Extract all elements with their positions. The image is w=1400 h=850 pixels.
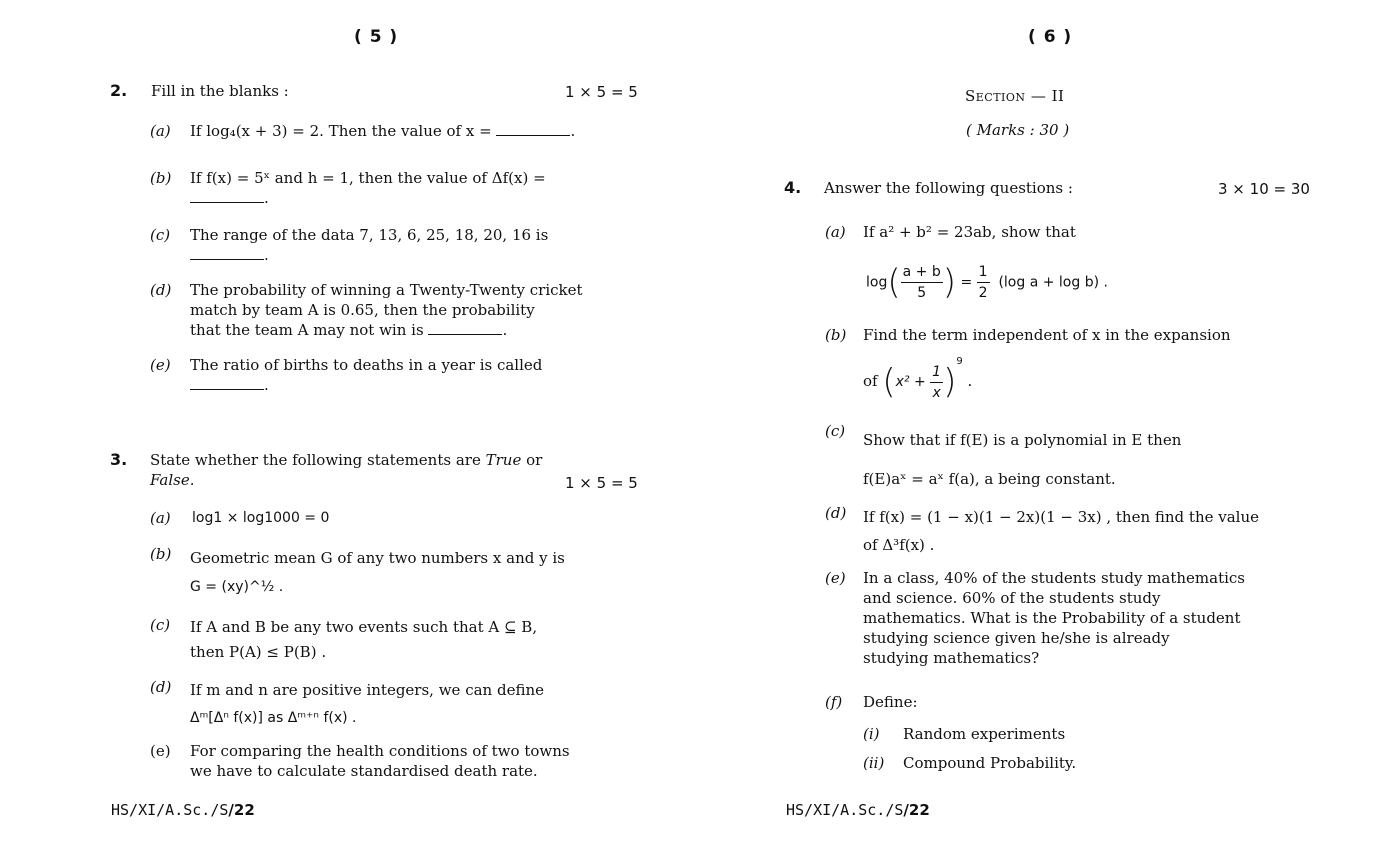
left-page: ( 5 ) 2. Fill in the blanks : 1 × 5 = 5 (a) If log₄(x + 3) = 2. Then the value of x = . (b) If f(x) = 5ˣ and h = 1, then the value of Δf(x) = . (c) The range of the data 7, 13, 6, 25, 18, 20, 16 is . (d) The probability of winning a Twenty-Twenty cricket match by team A is 0.65, then the probability that the team A may not win is . (e) The ratio of births to deaths in a year is called . 3. State whether the following statements are True or False. 1 × 5 = 5 (a) log1 × log1000 = 0 (b) Geometric mean G of any two numbers x and y is G = (xy)^½ . (c) If A and B be any two events such that A ⊆ B, then P(A) ≤ P(B) . (d) If m and n are positive integers, we can define Δᵐ[Δⁿ f(x)] as Δᵐ⁺ⁿ f(x) . (e) For comparing the health conditions of two towns we have to calculate standardised death rate. HS/XI/A.Sc./S/22: [110, 27, 638, 819]
item-text-line: that the team A may not win is: [190, 321, 429, 339]
answer-blank: [428, 320, 502, 335]
item-text: The ratio of births to deaths in a year is called: [190, 356, 543, 374]
item-text-line: we have to calculate standardised death rate.: [190, 762, 538, 780]
item-text-line: For comparing the health conditions of two towns: [190, 742, 570, 760]
item-text-line: Δᵐ[Δⁿ f(x)] as Δᵐ⁺ⁿ f(x) .: [190, 710, 357, 726]
item-label: (e): [150, 356, 171, 374]
item-text-line: The probability of winning a Twenty-Twenty cricket: [190, 281, 583, 299]
item-text: If log₄(x + 3) = 2. Then the value of x =: [190, 122, 497, 140]
question-prompt: Fill in the blanks :: [151, 82, 289, 100]
item-label: (c): [825, 422, 846, 440]
page-footer: HS/XI/A.Sc./S/22: [111, 801, 255, 819]
item-text-line: mathematics. What is the Probability of a student: [863, 609, 1241, 627]
item-text-line: If A and B be any two events such that A ⊆ B,: [190, 618, 538, 636]
item-label: (b): [825, 326, 847, 344]
item-text-line: If m and n are positive integers, we can define: [190, 681, 544, 699]
item-label: (a): [150, 122, 171, 140]
question-number: 3.: [110, 450, 128, 469]
sub-item-label: (ii): [863, 754, 885, 772]
marks-allocation: 1 × 5 = 5: [565, 474, 638, 492]
equation: of (x² + $\frac{1}{x}$ )$^9$ .: [863, 356, 973, 402]
item-text-line: Geometric mean G of any two numbers x and y is: [190, 549, 565, 567]
sub-item-text: Random experiments: [903, 725, 1066, 743]
section-title: Section — II: [965, 87, 1065, 105]
marks-allocation: 1 × 5 = 5: [565, 83, 638, 101]
item-text: The range of the data 7, 13, 6, 25, 18, 20, 16 is: [190, 226, 549, 244]
item-text-line: studying science given he/she is already: [863, 629, 1170, 647]
right-page: [700, 0, 1400, 850]
question-prompt: State whether the following statements are True or False.: [150, 451, 543, 489]
page-footer: HS/XI/A.Sc./S/22: [786, 801, 930, 819]
sub-item-text: Compound Probability.: [903, 754, 1077, 772]
item-label: (b): [150, 169, 172, 187]
item-text: Find the term independent of x in the expansion: [863, 326, 1231, 344]
item-text: If a² + b² = 23ab, show that: [863, 223, 1076, 241]
item-text-line: G = (xy)^½ .: [190, 579, 284, 595]
item-label: (e): [150, 742, 171, 760]
item-label: (e): [825, 569, 846, 587]
answer-blank: [190, 245, 264, 260]
item-text-line: studying mathematics?: [863, 649, 1040, 667]
item-label: (d): [150, 281, 172, 299]
item-label: (d): [150, 678, 172, 696]
item-label: (d): [825, 504, 847, 522]
item-text-line: of Δ³f(x) .: [863, 536, 935, 554]
answer-blank: [496, 121, 570, 136]
sub-item-label: (i): [863, 725, 880, 743]
item-label: (c): [150, 616, 171, 634]
question-number: 4.: [784, 178, 802, 197]
item-label: (b): [150, 545, 172, 563]
marks-allocation: 3 × 10 = 30: [1218, 180, 1310, 198]
equation: log( $\frac{a + b}{5}$ ) = $\frac{1}{2}$ (log a + log b) .: [866, 262, 1108, 303]
item-text: Define:: [863, 693, 918, 711]
item-text-line: match by team A is 0.65, then the probability: [190, 301, 535, 319]
item-label: (a): [150, 509, 171, 527]
item-text-line: If f(x) = (1 − x)(1 − 2x)(1 − 3x) , then find the value: [863, 508, 1260, 526]
item-text-line: f(E)aˣ = aˣ f(a), a being constant.: [863, 470, 1116, 488]
question-prompt: Answer the following questions :: [824, 179, 1073, 197]
answer-blank: [190, 375, 264, 390]
item-text-line: Show that if f(E) is a polynomial in E then: [863, 431, 1182, 449]
page-number: ( 5 ): [354, 27, 399, 47]
item-label: (f): [825, 693, 843, 711]
item-text-line: and science. 60% of the students study: [863, 589, 1161, 607]
question-number: 2.: [110, 81, 128, 100]
answer-blank: [190, 188, 264, 203]
item-text-line: then P(A) ≤ P(B) .: [190, 643, 327, 661]
item-text-line: In a class, 40% of the students study mathematics: [863, 569, 1246, 587]
item-label: (c): [150, 226, 171, 244]
item-text: If f(x) = 5ˣ and h = 1, then the value of Δf(x) =: [190, 169, 546, 187]
item-label: (a): [825, 223, 846, 241]
item-text: log1 × log1000 = 0: [192, 510, 330, 526]
section-marks: ( Marks : 30 ): [966, 121, 1070, 139]
page-number: ( 6 ): [1028, 27, 1073, 47]
